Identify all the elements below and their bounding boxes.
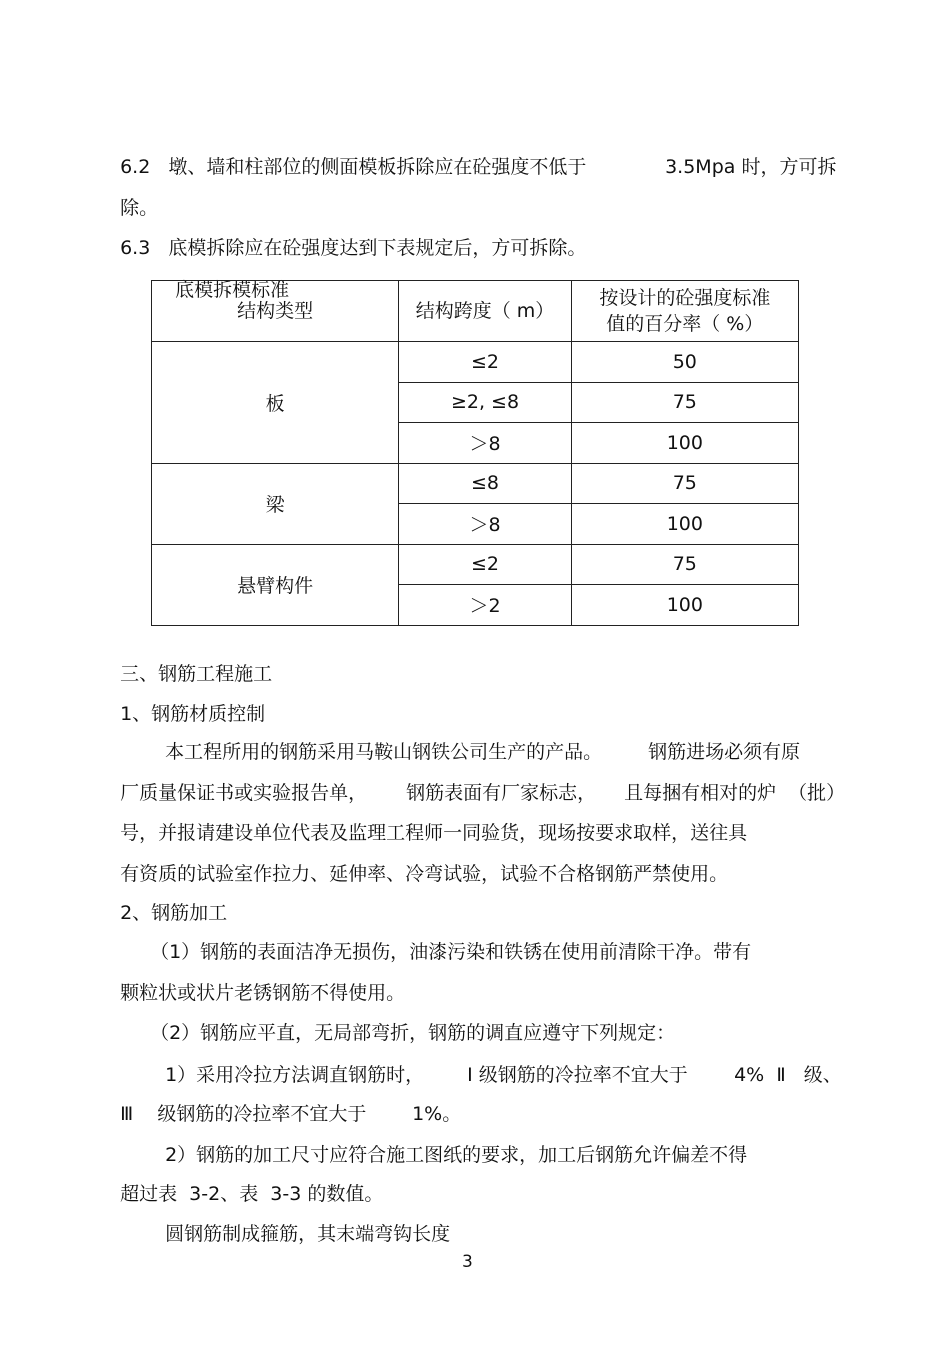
paragraph-6-2-line1-tail	[653, 131, 836, 179]
subsection-heading-3-2-text: 2、钢筋加工	[120, 902, 228, 924]
span-cell: ＞8	[399, 423, 571, 464]
stirrup-text: 圆钢筋制成箍筋，其末端弯钩长度	[165, 1223, 451, 1245]
rule-1-line1-tail	[722, 1039, 842, 1087]
span-cell: ＞8	[399, 504, 571, 545]
percent-cell: 75	[571, 463, 798, 504]
percent-cell: 50	[571, 342, 798, 383]
paragraph-6-2-line1	[108, 131, 586, 179]
material-text-2b: 钢筋表面有厂家标志，	[406, 782, 597, 804]
type-cell-cantilever: 悬臂构件	[152, 544, 399, 625]
header-span: 结构跨度（ m）	[399, 281, 571, 342]
paragraph-6-3-text: 6.3 底模拆除应在砼强度达到下表规定后，方可拆除。	[120, 237, 587, 259]
paragraph-6-3	[108, 212, 586, 260]
page-number: 3	[462, 1252, 473, 1272]
material-text-2a: 厂质量保证书或实验报告单，	[120, 782, 368, 804]
rule-1-text-d: Ⅲ 级钢筋的冷拉率不宜大于	[120, 1103, 367, 1125]
rule-2-text-a: 2）钢筋的加工尺寸应符合施工图纸的要求，加工后钢筋允许偏差不得	[165, 1144, 748, 1166]
span-cell: ≤2	[399, 342, 571, 383]
type-cell-slab: 板	[152, 342, 399, 464]
processing-item-1-text-b: 颗粒状或状片老锈钢筋不得使用。	[120, 982, 406, 1004]
rule-1-text-a: 1）采用冷拉方法调直钢筋时，	[165, 1064, 425, 1086]
processing-item-1-text-a: （1）钢筋的表面洁净无损伤，油漆污染和铁锈在使用前清除干净。带有	[150, 941, 752, 963]
table-header-row	[152, 281, 799, 342]
stirrup-paragraph	[153, 1198, 450, 1246]
header-strength-percent	[571, 281, 798, 342]
header-strength-percent-line1: 按设计的砼强度标准	[599, 287, 771, 309]
material-text-3: 号，并报请建设单位代表及监理工程师一同验货，现场按要求取样，送往具	[120, 822, 748, 844]
material-text-4: 有资质的试验室作拉力、延伸率、冷弯试验，试验不合格钢筋严禁使用。	[120, 863, 729, 885]
table-row	[152, 463, 799, 504]
material-text-1a: 本工程所用的钢筋采用马鞍山钢铁公司生产的产品。	[165, 741, 603, 763]
span-cell: ＞2	[399, 585, 571, 626]
material-text-2c: 且每捆有相对的炉 （批）	[624, 782, 846, 804]
table-caption-text: 底模拆模标准	[175, 279, 290, 301]
subsection-heading-3-1-text: 1、钢筋材质控制	[120, 703, 266, 725]
rule-1-text-b: Ⅰ 级钢筋的冷拉率不宜大于	[467, 1064, 688, 1086]
paragraph-6-2-text-b: 3.5Mpa 时，方可拆	[665, 156, 837, 178]
header-structure-type: 结构类型	[152, 281, 399, 342]
span-cell: ≤2	[399, 544, 571, 585]
table-row	[152, 544, 799, 585]
type-cell-beam: 梁	[152, 463, 399, 544]
table-row	[152, 342, 799, 383]
processing-item-2	[138, 997, 675, 1045]
rule-1-text-c: 4% Ⅱ 级、	[734, 1064, 842, 1086]
formwork-removal-table	[151, 280, 799, 626]
paragraph-6-2-text-c: 除。	[120, 197, 159, 219]
percent-cell: 100	[571, 504, 798, 545]
span-cell: ≥2, ≤8	[399, 382, 571, 423]
header-strength-percent-line2: 值的百分率（ %）	[606, 313, 764, 335]
percent-cell: 100	[571, 585, 798, 626]
percent-cell: 75	[571, 544, 798, 585]
rule-2-text-b: 超过表 3-2、表 3-3 的数值。	[120, 1183, 384, 1205]
material-text-1b: 钢筋进场必须有原	[648, 741, 801, 763]
processing-item-2-text: （2）钢筋应平直，无局部弯折，钢筋的调直应遵守下列规定：	[150, 1022, 676, 1044]
span-cell: ≤8	[399, 463, 571, 504]
rule-1-text-e: 1%。	[412, 1103, 462, 1125]
rule-1-line1-mid	[455, 1039, 688, 1087]
percent-cell: 75	[571, 382, 798, 423]
percent-cell: 100	[571, 423, 798, 464]
paragraph-6-2-text-a: 6.2 墩、墙和柱部位的侧面模板拆除应在砼强度不低于	[120, 156, 587, 178]
section-heading-3-text: 三、钢筋工程施工	[120, 663, 273, 685]
